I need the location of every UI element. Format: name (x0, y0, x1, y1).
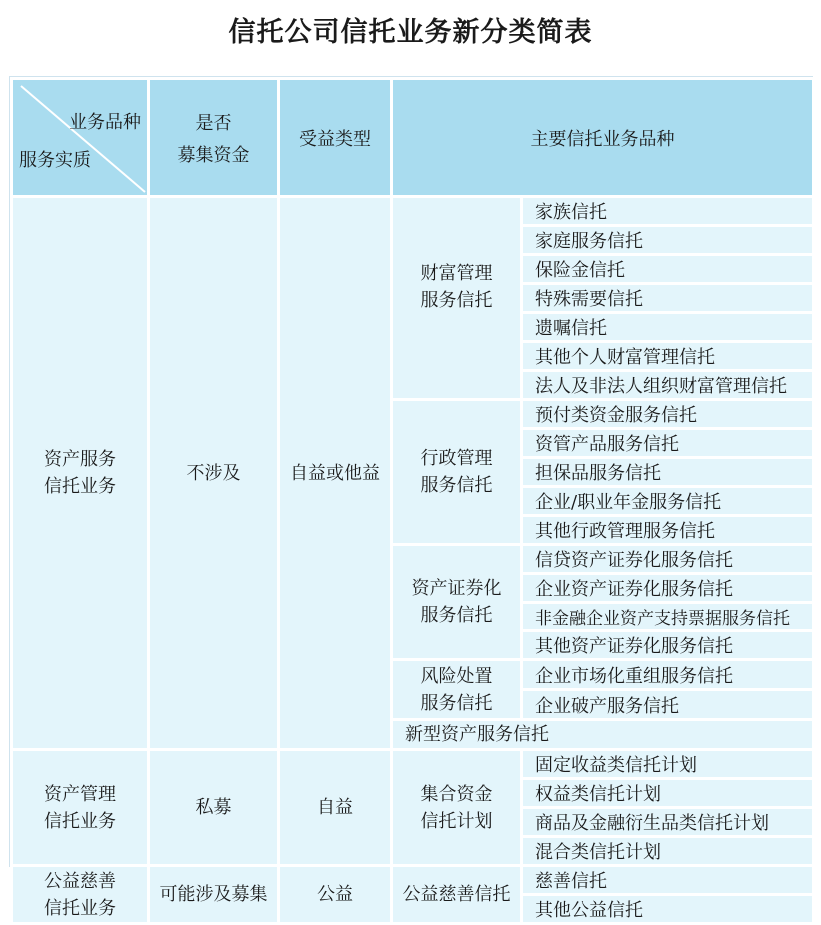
header-raise-line2: 募集资金 (177, 144, 250, 166)
essence-line: 公益慈善 (44, 870, 116, 892)
benefit-cell: 公益 (279, 866, 392, 924)
group-name-line: 服务信托 (420, 605, 493, 626)
essence-cell (12, 197, 149, 750)
essence-cell (12, 866, 149, 924)
list-item: 保险金信托 (522, 255, 814, 284)
header-variety-label: 业务品种 (69, 112, 141, 133)
list-item: 商品及金融衍生品类信托计划 (522, 808, 814, 837)
essence-line: 信托业务 (44, 476, 116, 497)
benefit-cell: 自益或他益 (279, 197, 392, 750)
list-item: 企业市场化重组服务信托 (522, 660, 814, 690)
essence-line: 资产服务 (44, 449, 116, 470)
group-cell (392, 197, 522, 400)
header-row (12, 79, 814, 197)
list-item: 混合类信托计划 (522, 837, 814, 866)
group-cell (392, 660, 522, 720)
group-cell (392, 400, 522, 545)
raise-cell: 不涉及 (149, 197, 279, 750)
list-item: 遗嘱信托 (522, 313, 814, 342)
list-item: 担保品服务信托 (522, 458, 814, 487)
list-item: 其他行政管理服务信托 (522, 516, 814, 545)
list-item: 权益类信托计划 (522, 779, 814, 808)
list-item: 信贷资产证券化服务信托 (522, 545, 814, 574)
header-benefit-type: 受益类型 (279, 79, 392, 197)
raise-cell: 可能涉及募集 (149, 866, 279, 924)
group-name-line: 资产证券化 (411, 578, 502, 599)
group-name-line: 服务信托 (420, 475, 493, 496)
list-item: 企业破产服务信托 (522, 690, 814, 720)
list-item: 法人及非法人组织财富管理信托 (522, 371, 814, 400)
group-name-line: 风险处置 (420, 665, 493, 687)
header-essence-label: 服务实质 (19, 150, 91, 171)
benefit-cell: 自益 (279, 750, 392, 866)
list-item: 资管产品服务信托 (522, 429, 814, 458)
group-name-line: 服务信托 (420, 692, 493, 714)
page-title: 信托公司信托业务新分类简表 (228, 17, 593, 48)
list-item: 固定收益类信托计划 (522, 750, 814, 779)
group-cell (392, 545, 522, 660)
classification-table (10, 77, 815, 925)
diagonal-line (13, 80, 150, 198)
list-item: 其他公益信托 (522, 895, 814, 924)
header-main-varieties: 主要信托业务品种 (392, 79, 814, 197)
list-item: 家庭服务信托 (522, 226, 814, 255)
list-item: 特殊需要信托 (522, 284, 814, 313)
list-item: 家族信托 (522, 197, 814, 226)
table-row (12, 750, 814, 779)
group-cell (392, 750, 522, 866)
essence-line: 资产管理 (44, 783, 116, 805)
group-name-line: 信托计划 (420, 810, 493, 832)
header-raise-funds (149, 79, 279, 197)
list-item: 其他个人财富管理信托 (522, 342, 814, 371)
list-item: 预付类资金服务信托 (522, 400, 814, 429)
group-name-line: 财富管理 (420, 263, 493, 284)
header-diagonal-cell (12, 79, 149, 197)
list-item: 企业/职业年金服务信托 (522, 487, 814, 516)
list-item: 企业资产证券化服务信托 (522, 574, 814, 603)
group-name-line: 服务信托 (420, 290, 493, 311)
list-item: 慈善信托 (522, 866, 814, 895)
extra-item-cell: 新型资产服务信托 (392, 720, 814, 750)
raise-cell: 私募 (149, 750, 279, 866)
table-row (12, 197, 814, 226)
group-cell: 公益慈善信托 (392, 866, 522, 924)
header-raise-line1: 是否 (195, 112, 232, 134)
group-name-line: 集合资金 (420, 783, 493, 805)
essence-line: 信托业务 (44, 810, 116, 832)
essence-cell (12, 750, 149, 866)
list-item: 非金融企业资产支持票据服务信托 (522, 603, 814, 631)
table-row (12, 866, 814, 895)
essence-line: 信托业务 (44, 897, 116, 919)
list-item: 其他资产证券化服务信托 (522, 631, 814, 660)
group-name-line: 行政管理 (420, 448, 493, 469)
